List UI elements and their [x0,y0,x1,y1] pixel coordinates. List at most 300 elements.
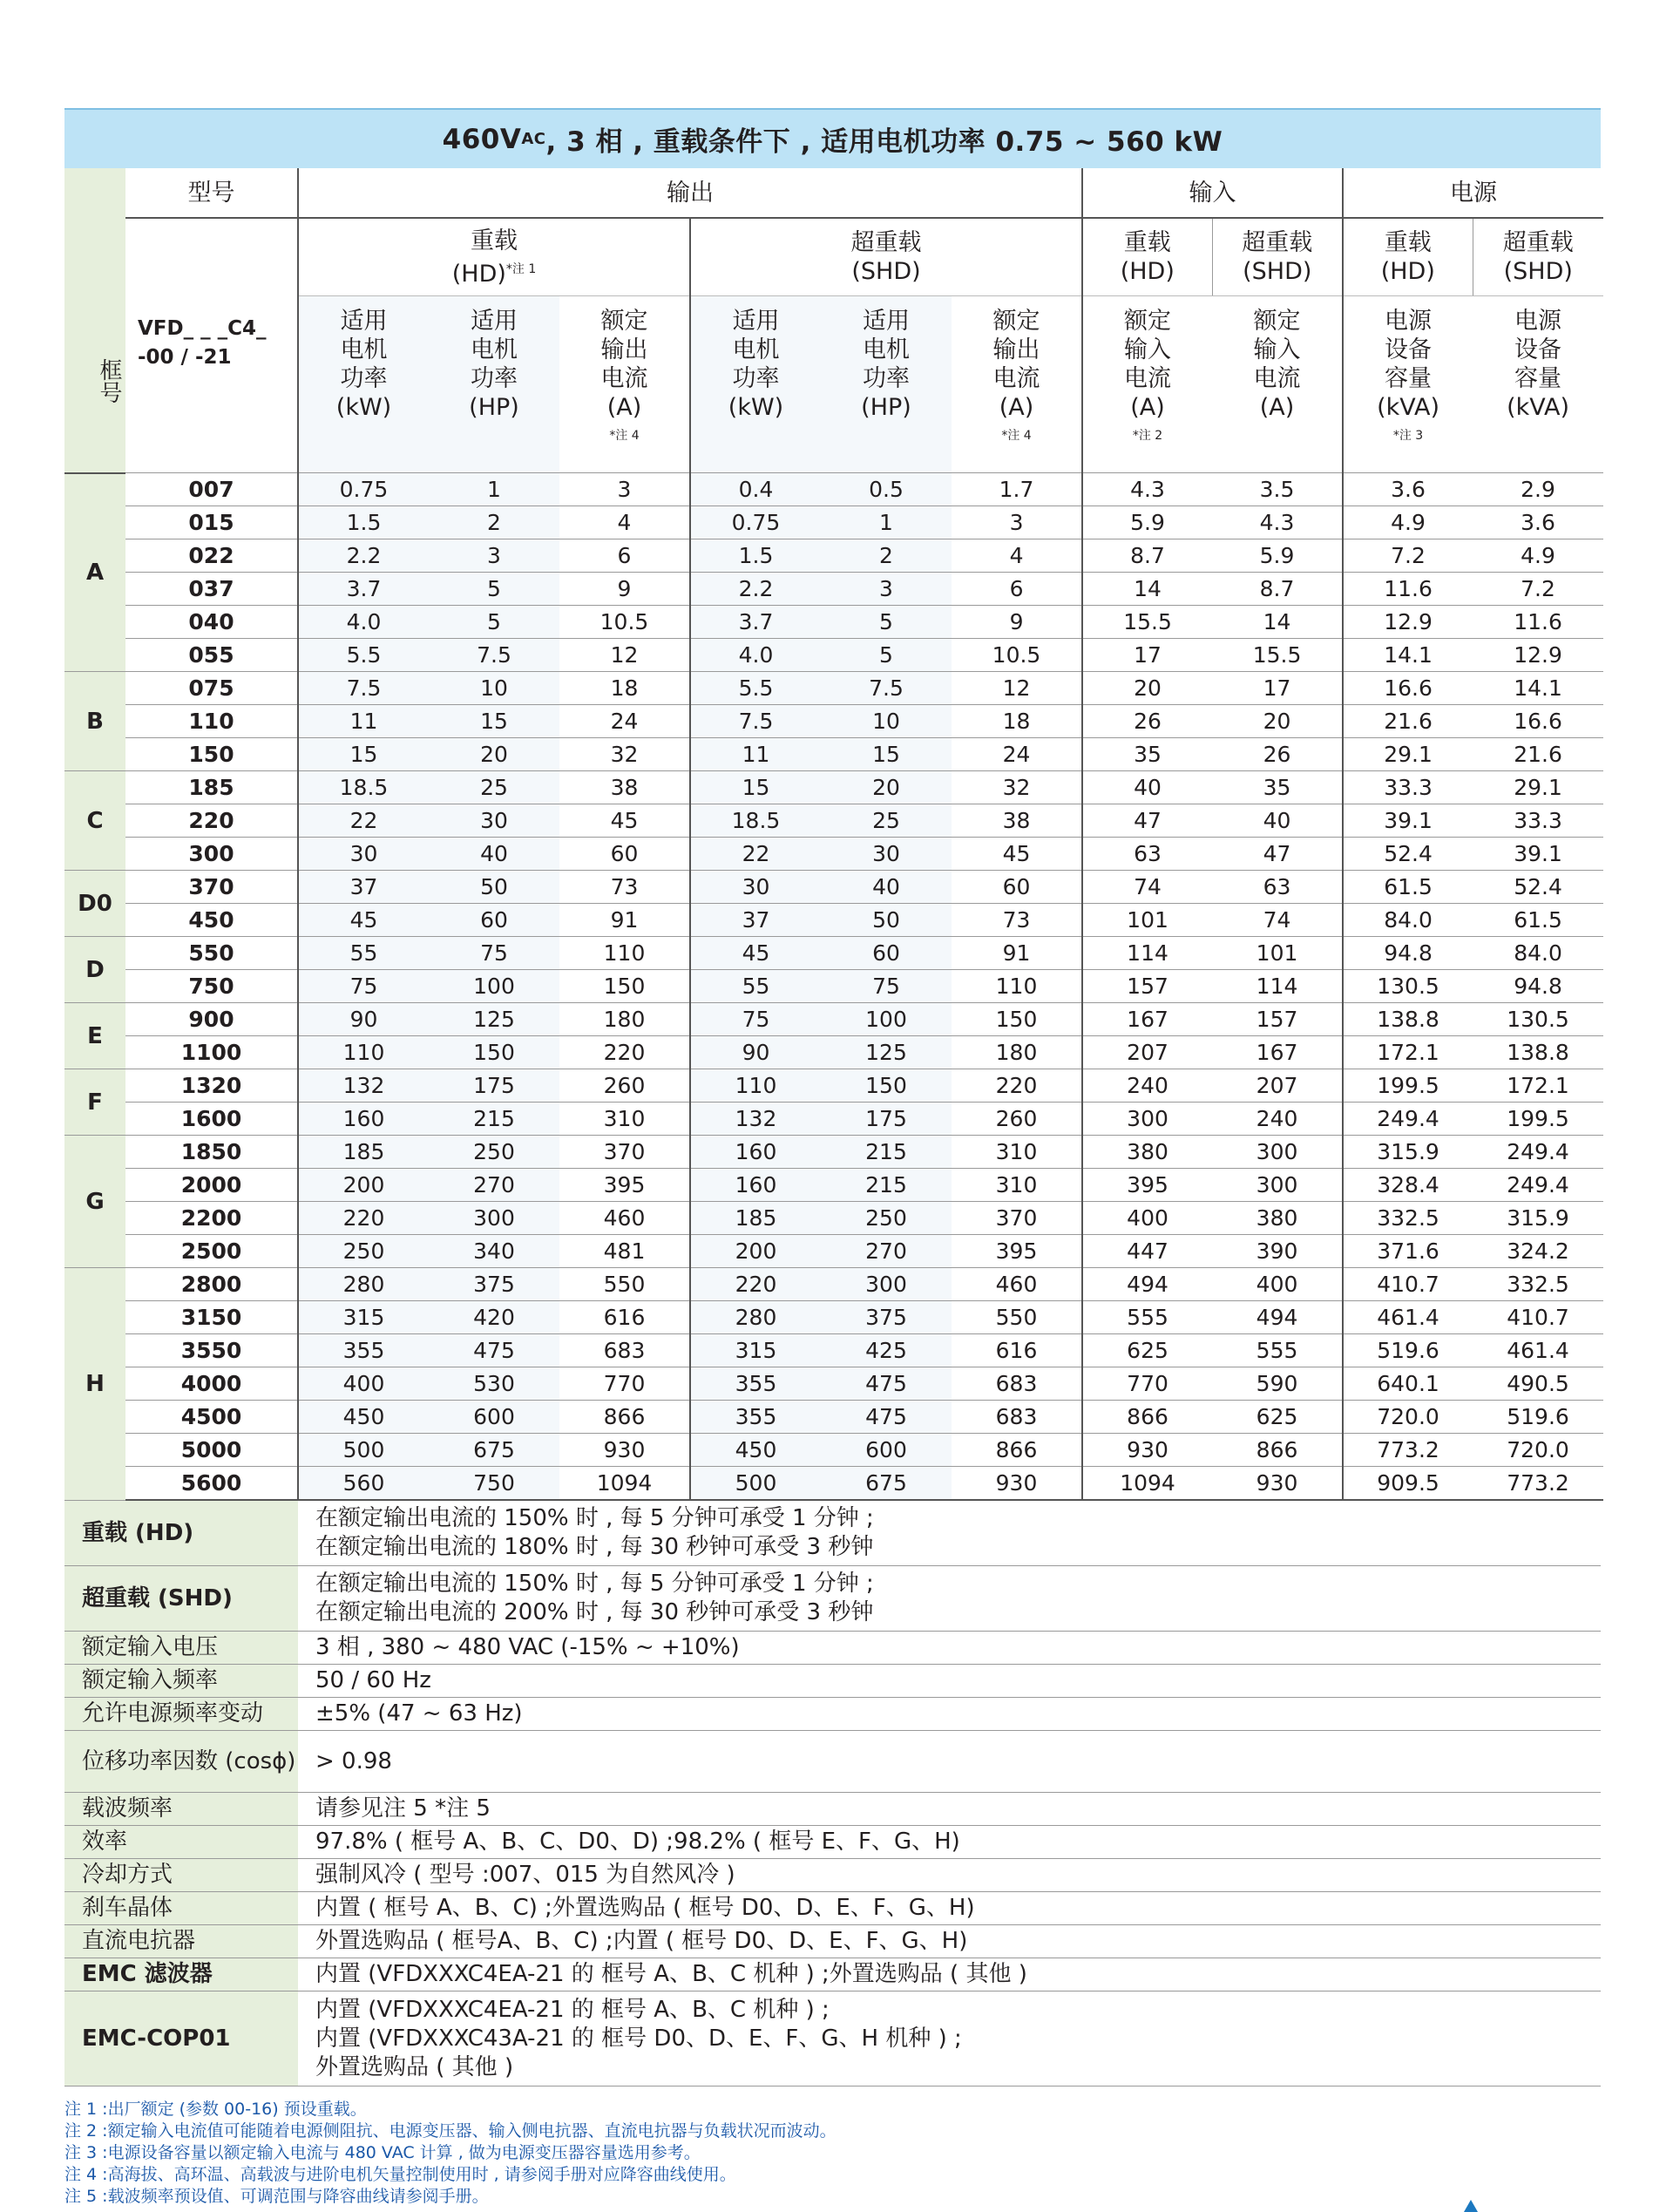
value-cell: 17 [1212,672,1343,705]
value-cell: 138.8 [1343,1003,1473,1036]
output-hd-label: 重载 [471,227,518,254]
col-hd-hp [429,296,559,473]
model-cell: 750 [125,970,298,1003]
value-cell: 215 [821,1169,952,1202]
value-cell: 2 [429,506,559,539]
general-row [64,1958,1601,1991]
value-cell: 11 [690,738,821,771]
frame-cell: G [64,1136,125,1268]
value-cell: 7.5 [429,639,559,672]
value-cell: 324.2 [1473,1235,1603,1268]
value-cell: 250 [821,1202,952,1235]
value-cell: 930 [952,1467,1082,1501]
general-row [64,1892,1601,1925]
general-value-line: 请参见注 5 *注 5 [315,1795,491,1822]
value-cell: 370 [559,1136,690,1169]
general-value-line: 在额定输出电流的 180% 时 , 每 30 秒钟可承受 3 秒钟 [315,1534,874,1560]
power-hd-header [1343,218,1473,296]
value-cell: 8.7 [1082,539,1212,573]
value-cell: 250 [298,1235,429,1268]
value-cell: 150 [821,1069,952,1103]
value-cell: 26 [1212,738,1343,771]
value-cell: 32 [952,771,1082,804]
table-row [64,1434,1603,1467]
value-cell: 74 [1082,871,1212,904]
table-row [64,1268,1603,1301]
value-cell: 249.4 [1473,1136,1603,1169]
general-label: 载波频率 [64,1793,298,1826]
table-row [64,506,1603,539]
general-value-line: 强制风冷 ( 型号 :007、015 为自然风冷 ) [315,1862,735,1888]
power-shd-abbr: (SHD) [1503,258,1573,285]
model-cell: 022 [125,539,298,573]
value-cell: 550 [952,1301,1082,1334]
output-hd-abbr: (HD) [451,260,506,288]
value-cell: 73 [952,904,1082,937]
value-cell: 909.5 [1343,1467,1473,1501]
value-cell: 1094 [559,1467,690,1501]
value-cell: 60 [559,838,690,871]
value-cell: 175 [821,1103,952,1136]
value-cell: 29.1 [1343,738,1473,771]
value-cell: 461.4 [1473,1334,1603,1367]
value-cell: 375 [821,1301,952,1334]
value-cell: 50 [821,904,952,937]
value-cell: 425 [821,1334,952,1367]
footnote: 注 1 :出厂额定 (参数 00-16) 预设重载。 [64,2100,367,2119]
value-cell: 260 [559,1069,690,1103]
value-cell: 18.5 [690,804,821,838]
value-cell: 125 [429,1003,559,1036]
value-cell: 3 [952,506,1082,539]
value-cell: 21.6 [1343,705,1473,738]
value-cell: 3 [429,539,559,573]
general-spec-table [64,1501,1601,2086]
value-cell: 110 [559,937,690,970]
table-row [64,639,1603,672]
value-cell: 5.5 [690,672,821,705]
value-cell: 101 [1212,937,1343,970]
value-cell: 94.8 [1473,970,1603,1003]
table-row [64,1202,1603,1235]
model-cell: 2500 [125,1235,298,1268]
value-cell: 240 [1212,1103,1343,1136]
model-cell: 450 [125,904,298,937]
value-cell: 180 [559,1003,690,1036]
value-cell: 14 [1212,606,1343,639]
value-cell: 400 [298,1367,429,1401]
table-row [64,672,1603,705]
value-cell: 616 [559,1301,690,1334]
model-cell: 550 [125,937,298,970]
value-cell: 9 [952,606,1082,639]
value-cell: 683 [952,1401,1082,1434]
general-label: EMC 滤波器 [64,1958,298,1991]
value-cell: 90 [690,1036,821,1069]
value-cell: 45 [952,838,1082,871]
value-cell: 332.5 [1473,1268,1603,1301]
frame-cell: B [64,672,125,771]
general-value [298,1958,1601,1991]
value-cell: 2.2 [298,539,429,573]
value-cell: 930 [1082,1434,1212,1467]
value-cell: 450 [690,1434,821,1467]
value-cell: 74 [1212,904,1343,937]
col-shd-hp-label: 适用 电机 功率 (HP) [861,308,911,421]
value-cell: 185 [298,1136,429,1169]
value-cell: 371.6 [1343,1235,1473,1268]
value-cell: 25 [821,804,952,838]
model-cell: 185 [125,771,298,804]
value-cell: 7.5 [821,672,952,705]
value-cell: 3.7 [690,606,821,639]
value-cell: 270 [429,1169,559,1202]
value-cell: 17 [1082,639,1212,672]
value-cell: 200 [298,1169,429,1202]
value-cell: 600 [821,1434,952,1467]
value-cell: 47 [1212,838,1343,871]
col-hd-current-note: *注 4 [609,429,640,443]
value-cell: 770 [1082,1367,1212,1401]
general-value [298,1793,1601,1826]
general-row [64,1731,1601,1793]
value-cell: 215 [429,1103,559,1136]
value-cell: 461.4 [1343,1301,1473,1334]
value-cell: 7.5 [690,705,821,738]
value-cell: 1.7 [952,473,1082,506]
col-in-hd-note: *注 2 [1132,429,1163,443]
value-cell: 18 [559,672,690,705]
value-cell: 866 [1082,1401,1212,1434]
value-cell: 60 [821,937,952,970]
model-cell: 110 [125,705,298,738]
value-cell: 110 [952,970,1082,1003]
input-shd-label: 超重载 [1242,229,1313,256]
value-cell: 1 [821,506,952,539]
output-shd-label: 超重载 [850,229,922,256]
value-cell: 150 [952,1003,1082,1036]
value-cell: 5 [821,639,952,672]
table-row [64,1301,1603,1334]
value-cell: 15 [821,738,952,771]
general-value [298,1665,1601,1698]
frame-cell: H [64,1268,125,1501]
frame-cell: D0 [64,871,125,937]
spec-document [64,108,1601,2208]
value-cell: 315 [690,1334,821,1367]
value-cell: 220 [952,1069,1082,1103]
col-in-hd [1082,296,1212,473]
general-label: 允许电源频率变动 [64,1698,298,1731]
value-cell: 481 [559,1235,690,1268]
value-cell: 0.75 [690,506,821,539]
value-cell: 15.5 [1212,639,1343,672]
general-value-line: 内置 (VFDXXXC43A-21 的 框号 D0、D、E、F、G、H 机种 ) ; [315,2025,962,2052]
general-label: EMC-COP01 [64,1991,298,2086]
table-row [64,539,1603,573]
value-cell: 150 [429,1036,559,1069]
general-label: 冷却方式 [64,1859,298,1892]
value-cell: 625 [1082,1334,1212,1367]
value-cell: 4.0 [298,606,429,639]
frame-cell: D [64,937,125,1003]
value-cell: 555 [1082,1301,1212,1334]
value-cell: 390 [1212,1235,1343,1268]
value-cell: 8.7 [1212,573,1343,606]
output-header: 输出 [298,168,1082,218]
frame-cell: E [64,1003,125,1069]
value-cell: 75 [821,970,952,1003]
general-label: 直流电抗器 [64,1925,298,1958]
page-title [64,108,1601,168]
value-cell: 5 [429,606,559,639]
value-cell: 494 [1212,1301,1343,1334]
value-cell: 460 [559,1202,690,1235]
col-kva-hd-label: 电源 设备 容量 (kVA) [1377,308,1439,421]
model-cell: 2800 [125,1268,298,1301]
value-cell: 15.5 [1082,606,1212,639]
general-row [64,1826,1601,1859]
value-cell: 3.6 [1343,473,1473,506]
col-shd-kw-label: 适用 电机 功率 (kW) [728,308,784,421]
general-label: 额定输入电压 [64,1632,298,1665]
col-hd-kw-label: 适用 电机 功率 (kW) [335,308,392,421]
output-hd-header [298,218,690,296]
value-cell: 3.6 [1473,506,1603,539]
value-cell: 15 [429,705,559,738]
general-row [64,1991,1601,2086]
value-cell: 45 [298,904,429,937]
input-hd-label: 重载 [1123,229,1171,256]
value-cell: 2.9 [1473,473,1603,506]
value-cell: 4.9 [1473,539,1603,573]
table-row [64,1467,1603,1501]
value-cell: 5.5 [298,639,429,672]
value-cell: 355 [690,1401,821,1434]
value-cell: 310 [952,1169,1082,1202]
table-row [64,804,1603,838]
value-cell: 94.8 [1343,937,1473,970]
value-cell: 447 [1082,1235,1212,1268]
value-cell: 160 [690,1136,821,1169]
value-cell: 340 [429,1235,559,1268]
value-cell: 3.5 [1212,473,1343,506]
value-cell: 20 [429,738,559,771]
value-cell: 300 [429,1202,559,1235]
value-cell: 260 [952,1103,1082,1136]
col-in-shd [1212,296,1343,473]
col-shd-hp [821,296,952,473]
value-cell: 40 [429,838,559,871]
value-cell: 30 [690,871,821,904]
value-cell: 310 [559,1103,690,1136]
value-cell: 616 [952,1334,1082,1367]
value-cell: 16.6 [1343,672,1473,705]
value-cell: 866 [952,1434,1082,1467]
value-cell: 10 [429,672,559,705]
frame-cell: C [64,771,125,871]
general-value [298,1859,1601,1892]
col-in-hd-label: 额定 输入 电流 (A) [1124,308,1172,421]
table-row [64,705,1603,738]
value-cell: 300 [821,1268,952,1301]
value-cell: 10.5 [559,606,690,639]
value-cell: 250 [429,1136,559,1169]
value-cell: 172.1 [1473,1069,1603,1103]
value-cell: 52.4 [1473,871,1603,904]
value-cell: 110 [690,1069,821,1103]
value-cell: 20 [1212,705,1343,738]
value-cell: 750 [429,1467,559,1501]
value-cell: 866 [1212,1434,1343,1467]
general-value-line: ±5% (47 ~ 63 Hz) [315,1700,523,1727]
input-shd-abbr: (SHD) [1243,258,1312,285]
value-cell: 1094 [1082,1467,1212,1501]
general-label: 位移功率因数 (cosϕ) [64,1731,298,1793]
general-row [64,1566,1601,1632]
value-cell: 395 [952,1235,1082,1268]
value-cell: 114 [1082,937,1212,970]
table-row [64,1103,1603,1136]
table-row [64,1003,1603,1036]
general-value-line: 在额定输出电流的 150% 时 , 每 5 分钟可承受 1 分钟 ; [315,1571,874,1597]
model-cell: 1320 [125,1069,298,1103]
value-cell: 40 [1212,804,1343,838]
table-row [64,573,1603,606]
table-row [64,1401,1603,1434]
value-cell: 12 [559,639,690,672]
output-shd-abbr: (SHD) [851,258,921,285]
value-cell: 32 [559,738,690,771]
value-cell: 220 [690,1268,821,1301]
value-cell: 370 [952,1202,1082,1235]
general-value-line: 内置 (VFDXXXC4EA-21 的 框号 A、B、C 机种 ) ; [315,1996,830,2023]
table-row [64,871,1603,904]
power-hd-label: 重载 [1384,229,1432,256]
value-cell: 20 [1082,672,1212,705]
value-cell: 199.5 [1343,1069,1473,1103]
value-cell: 200 [690,1235,821,1268]
general-value-line: 外置选购品 ( 框号A、B、C) ;内置 ( 框号 D0、D、E、F、G、H) [315,1928,968,1954]
value-cell: 310 [952,1136,1082,1169]
value-cell: 280 [298,1268,429,1301]
value-cell: 63 [1212,871,1343,904]
value-cell: 866 [559,1401,690,1434]
value-cell: 11.6 [1343,573,1473,606]
table-row [64,771,1603,804]
value-cell: 33.3 [1343,771,1473,804]
value-cell: 490.5 [1473,1367,1603,1401]
value-cell: 300 [1082,1103,1212,1136]
value-cell: 530 [429,1367,559,1401]
value-cell: 625 [1212,1401,1343,1434]
value-cell: 683 [952,1367,1082,1401]
general-label: 超重载 (SHD) [64,1566,298,1632]
table-row [64,606,1603,639]
value-cell: 315 [298,1301,429,1334]
value-cell: 280 [690,1301,821,1334]
col-shd-current [952,296,1082,473]
value-cell: 555 [1212,1334,1343,1367]
value-cell: 355 [690,1367,821,1401]
value-cell: 560 [298,1467,429,1501]
value-cell: 675 [429,1434,559,1467]
value-cell: 683 [559,1334,690,1367]
col-kva-hd [1343,296,1473,473]
general-value [298,1892,1601,1925]
col-hd-current-label: 额定 输出 电流 (A) [600,308,648,421]
value-cell: 130.5 [1343,970,1473,1003]
model-cell: 3550 [125,1334,298,1367]
value-cell: 5 [429,573,559,606]
input-shd-header [1212,218,1343,296]
value-cell: 395 [1082,1169,1212,1202]
model-cell: 055 [125,639,298,672]
value-cell: 4 [559,506,690,539]
value-cell: 5.9 [1212,539,1343,573]
input-hd-header [1082,218,1212,296]
value-cell: 930 [559,1434,690,1467]
value-cell: 91 [559,904,690,937]
general-value-line: 在额定输出电流的 150% 时 , 每 5 分钟可承受 1 分钟 ; [315,1505,874,1531]
col-hd-hp-label: 适用 电机 功率 (HP) [469,308,519,421]
value-cell: 10.5 [952,639,1082,672]
table-row [64,838,1603,871]
value-cell: 220 [559,1036,690,1069]
value-cell: 18 [952,705,1082,738]
value-cell: 7.2 [1473,573,1603,606]
value-cell: 930 [1212,1467,1343,1501]
general-label: 重载 (HD) [64,1501,298,1566]
model-cell: 300 [125,838,298,871]
input-header: 输入 [1082,168,1343,218]
value-cell: 30 [298,838,429,871]
model-cell: 5600 [125,1467,298,1501]
value-cell: 6 [952,573,1082,606]
model-cell: 2200 [125,1202,298,1235]
value-cell: 75 [298,970,429,1003]
value-cell: 300 [1212,1136,1343,1169]
value-cell: 475 [821,1367,952,1401]
value-cell: 400 [1082,1202,1212,1235]
col-kva-hd-note: *注 3 [1392,429,1424,443]
value-cell: 249.4 [1343,1103,1473,1136]
power-hd-abbr: (HD) [1380,258,1435,285]
model-cell: 1600 [125,1103,298,1136]
model-cell: 370 [125,871,298,904]
model-cell: 007 [125,473,298,506]
value-cell: 16.6 [1473,705,1603,738]
value-cell: 355 [298,1334,429,1367]
general-value-line: 50 / 60 Hz [315,1667,431,1693]
value-cell: 500 [690,1467,821,1501]
value-cell: 380 [1212,1202,1343,1235]
value-cell: 61.5 [1343,871,1473,904]
value-cell: 38 [559,771,690,804]
value-cell: 18.5 [298,771,429,804]
value-cell: 675 [821,1467,952,1501]
output-shd-header [690,218,1082,296]
frame-cell: A [64,473,125,672]
value-cell: 50 [429,871,559,904]
value-cell: 91 [952,937,1082,970]
value-cell: 40 [1082,771,1212,804]
value-cell: 84.0 [1343,904,1473,937]
title-sub: AC [521,130,546,148]
value-cell: 1.5 [690,539,821,573]
output-hd-note: *注 1 [505,261,537,276]
table-row [64,1169,1603,1202]
